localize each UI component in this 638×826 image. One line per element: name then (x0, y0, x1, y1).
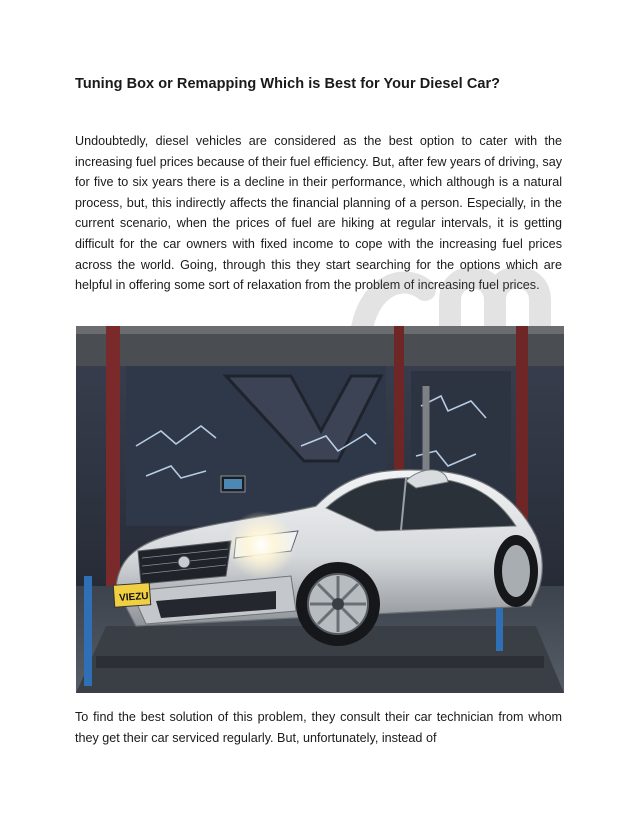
car-on-dyno-photo (76, 326, 564, 693)
paragraph-intro: Undoubtedly, diesel vehicles are considered as the best option to cater with the increasing fuel prices because of their fuel efficiency. But, after few years of driving, say for five to six years there is a decline in their performance, which although is a natural process, but, this indirectly affects the financial planning of a person. Especially, in the current scenario, when the prices of fuel are hiking at regular intervals, it is getting difficult for the car owners with fixed income to cope with the increasing fuel prices across the world. Going, through this they start searching for the options which are helpful in offering some sort of relaxation from the problem of increasing fuel prices. (75, 134, 562, 293)
plate-text: VIEZU (118, 590, 149, 604)
paragraph-continuation: To find the best solution of this problem, they consult their car technician from whom they get their car serviced regularly. But, unfortunately, instead of (75, 710, 562, 745)
page-title: Tuning Box or Remapping Which is Best for Your Diesel Car? (75, 76, 501, 92)
